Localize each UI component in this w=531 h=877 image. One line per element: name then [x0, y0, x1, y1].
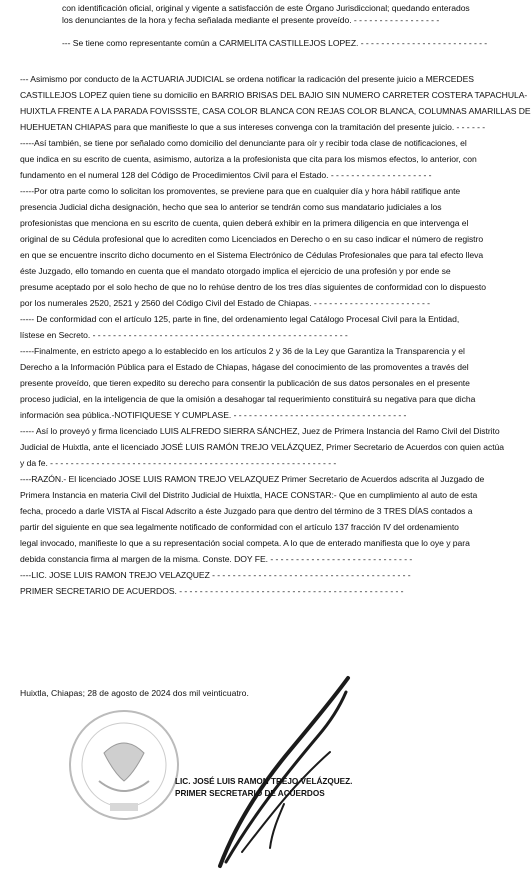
text-line-35: ----LIC. JOSE LUIS RAMON TREJO VELAZQUEZ - - - - - - - - - - - - - - - - - - - - - - - - - - - - - - - - - - - - - - -	[20, 570, 411, 580]
text-line-25: información sea pública.-NOTIFIQUESE Y CUMPLASE. - - - - - - - - - - - - - - - - - - - - - - - - - - - - - - - - - -	[20, 410, 407, 420]
signer-title: PRIMER SECRETARIO DE ACUERDOS	[175, 789, 325, 798]
text-line-3: --- Se tiene como representante común a CARMELITA CASTILLEJOS LOPEZ. - - - - - - - - - - - - - - - - - - - - - - - - -	[62, 38, 488, 48]
text-line-22: Derecho a la Información Pública para el Estado de Chiapas, hágase del conocimiento de las promoventes a través del	[20, 362, 469, 372]
text-line-6: HUIXTLA FRENTE A LA PARADA FOVISSSTE, CASA COLOR BLANCA CON REJAS COLOR BLANCA, COLUMNAS AMARILLAS DE	[20, 106, 531, 116]
text-line-28: y da fe. - - - - - - - - - - - - - - - - - - - - - - - - - - - - - - - - - - - - - - - - - - - - - - - - - - - - - - - -	[20, 458, 337, 468]
court-seal-icon	[64, 703, 184, 833]
text-line-11: -----Por otra parte como lo solicitan los promoventes, se previene para que en cualquier día y hora hábil ratifique ante	[20, 186, 461, 196]
text-line-32: partir del siguiente en que sea legalmente notificado de conformidad con el artículo 137 fracción IV del ordenamiento	[20, 522, 459, 532]
text-line-5: CASTILLEJOS LOPEZ quien tiene su domicilio en BARRIO BRISAS DEL BAJIO SIN NUMERO CARRETER COSTERA TAPACHULA-	[20, 90, 528, 100]
signer-name: LIC. JOSÉ LUIS RAMON TREJO VELÁZQUEZ.	[175, 777, 353, 786]
text-line-31: fecha, procedo a darle VISTA al Fiscal Adscrito a éste Juzgado para que dentro del término de 3 TRES DÍAS contados a	[20, 506, 473, 516]
text-line-9: que indica en su escrito de cuenta, asimismo, autoriza a la profesionista que cita para los mismos efectos, lo anterior, con	[20, 154, 477, 164]
text-line-12: presencia Judicial dicha designación, hecho que sea lo anterior se tendrán como sus mandatario judiciales a los	[20, 202, 442, 212]
text-line-36: PRIMER SECRETARIO DE ACUERDOS. - - - - - - - - - - - - - - - - - - - - - - - - - - - - - - - - - - - - - - - - - - - -	[20, 586, 404, 596]
text-line-10: fundamento en el numeral 128 del Código de Procedimientos Civil para el Estado. - - - - - - - - - - - - - - - - - - - -	[20, 170, 432, 180]
text-line-7: HUEHUETAN CHIAPAS para que manifieste lo que a sus intereses convenga con la tramitación del presente juicio. - - - - - -	[20, 122, 486, 132]
text-line-18: por los numerales 2520, 2521 y 2560 del Código Civil del Estado de Chiapas. - - - - - - - - - - - - - - - - - - - - - - -	[20, 298, 430, 308]
text-line-19: ----- De conformidad con el artículo 125, parte in fine, del ordenamiento legal Catálogo Procesal Civil para la Entidad,	[20, 314, 460, 324]
text-line-8: -----Así también, se tiene por señalado como domicilio del denunciante para oír y recibir toda clase de notificaciones, el	[20, 138, 467, 148]
handwritten-signature-icon	[200, 666, 360, 876]
text-line-27: Judicial de Huixtla, ante el licenciado JOSÉ LUIS RAMÓN TREJO VELÁZQUEZ, Primer Secretario de Acuerdos con quien actúa	[20, 442, 504, 452]
text-line-33: legal invocado, manifieste lo que a su representación social competa. A lo que de enterado manifiesta que lo oye y para	[20, 538, 470, 548]
text-line-17: presume aceptado por el solo hecho de que no lo rehúse dentro de los tres días siguientes de conformidad con lo dispuesto	[20, 282, 486, 292]
text-line-1: con identificación oficial, original y vigente a satisfacción de este Órgano Jurisdiccional; quedando enterados	[62, 3, 470, 13]
text-line-13: profesionistas que menciona en su escrito de cuenta, quien deberá exhibir en la primera diligencia en que intervenga el	[20, 218, 469, 228]
text-line-24: proceso judicial, en la inteligencia de que la omisión a desahogar tal requerimiento constituirá su negativa para que dicha	[20, 394, 476, 404]
text-line-14: original de su Cédula profesional que lo acrediten como Licenciados en Derecho o en su caso indicar el número de registro	[20, 234, 484, 244]
text-line-21: -----Finalmente, en estricto apego a lo establecido en los artículos 2 y 36 de la Ley que Garantiza la Transparencia y el	[20, 346, 465, 356]
text-line-34: debida constancia firma al margen de la misma. Conste. DOY FE. - - - - - - - - - - - - - - - - - - - - - - - - - - - -	[20, 554, 413, 564]
text-line-20: lístese en Secreto. - - - - - - - - - - - - - - - - - - - - - - - - - - - - - - - - - - - - - - - - - - - - - - - - - -	[20, 330, 348, 340]
signature-block	[175, 776, 352, 800]
text-line-4: --- Asimismo por conducto de la ACTUARIA JUDICIAL se ordena notificar la radicación del presente juicio a MERCEDES	[20, 74, 474, 84]
text-line-16: éste Juzgado, ello tomando en cuenta que el mandato otorgado implica el ejercicio de una profesión y por ende se	[20, 266, 451, 276]
text-line-30: Primera Instancia en materia Civil del Distrito Judicial de Huixtla, HACE CONSTAR:- Que en cumplimiento al auto de esta	[20, 490, 478, 500]
text-line-15: en que se encuentre inscrito dicho documento en el Sistema Electrónico de Cédulas Profesionales que para tal efecto lleva	[20, 250, 484, 260]
text-line-2: los denunciantes de la hora y fecha señalada mediante el presente proveído. - - - - - - - - - - - - - - - - -	[62, 15, 440, 25]
text-line-23: presente proveído, que tieren expedito su derecho para consentir la publicación de sus datos personales en el presente	[20, 378, 470, 388]
text-line-29: ----RAZÓN.- El licenciado JOSE LUIS RAMON TREJO VELAZQUEZ Primer Secretario de Acuerdos adscrita al Juzgado de	[20, 474, 485, 484]
text-line-26: ----- Así lo proveyó y firma licenciado LUIS ALFREDO SIERRA SÁNCHEZ, Juez de Primera Instancia del Ramo Civil del Distrito	[20, 426, 500, 436]
place-date: Huixtla, Chiapas; 28 de agosto de 2024 dos mil veinticuatro.	[20, 688, 249, 698]
